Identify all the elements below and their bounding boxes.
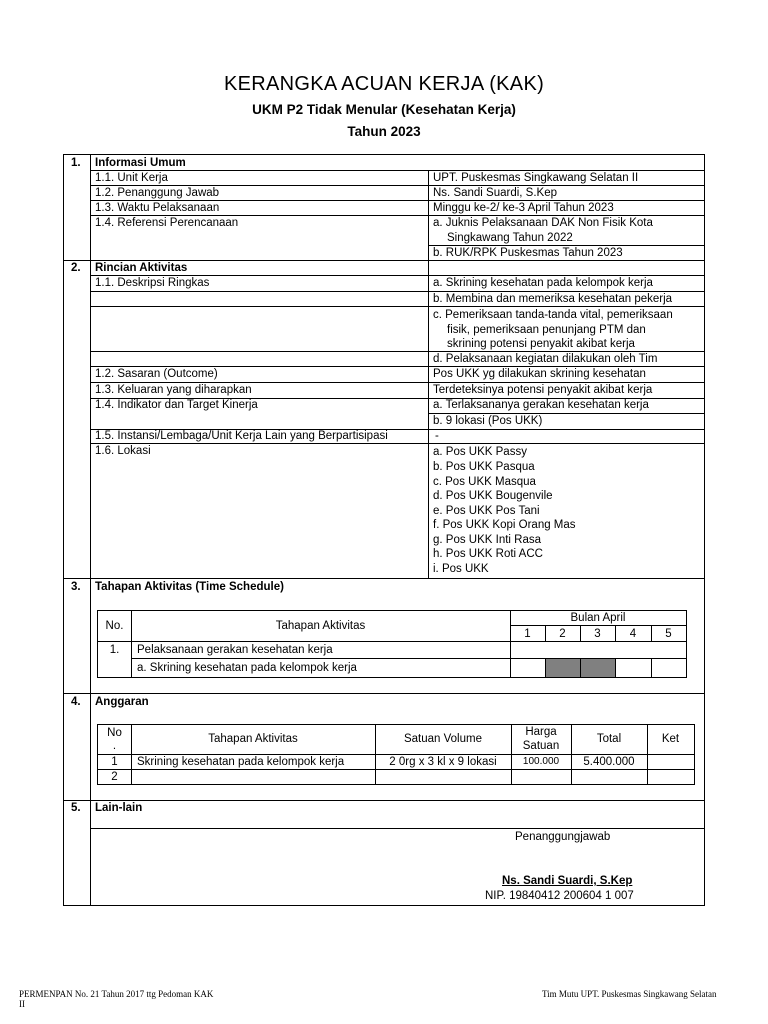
- penanggung-jawab-label: 1.2. Penanggung Jawab: [95, 187, 220, 199]
- waktu-pelaksanaan-label: 1.3. Waktu Pelaksanaan: [95, 202, 220, 214]
- penanggungjawab-label: Penanggungjawab: [515, 831, 611, 843]
- budget-col-harga-2: Satuan: [522, 740, 560, 752]
- lokasi-d: d. Pos UKK Bougenvile: [433, 490, 553, 502]
- penanggung-jawab-value: Ns. Sandi Suardi, S.Kep: [433, 187, 558, 199]
- deskripsi-c-line2: fisik, pemeriksaan penunjang PTM dan: [447, 324, 646, 336]
- schedule-week-2: 2: [559, 628, 566, 640]
- indikator-label: 1.4. Indikator dan Target Kinerja: [95, 399, 258, 411]
- budget-col-ket: Ket: [661, 733, 680, 745]
- indikator-b: b. 9 lokasi (Pos UKK): [433, 415, 543, 427]
- document-title: KERANGKA ACUAN KERJA (KAK): [223, 73, 545, 95]
- kak-table: [63, 154, 705, 906]
- deskripsi-c-line3: skrining potensi penyakit akibat kerja: [447, 338, 635, 350]
- lokasi-b: b. Pos UKK Pasqua: [433, 461, 535, 473]
- budget-col-harga-1: Harga: [525, 726, 557, 738]
- budget-col-no-dot: .: [112, 740, 117, 752]
- schedule-row-1-text: Pelaksanaan gerakan kesehatan kerja: [137, 644, 333, 656]
- section-2-number: 2.: [71, 262, 81, 274]
- schedule-col-no: No.: [105, 620, 124, 632]
- lokasi-i: i. Pos UKK: [433, 563, 489, 575]
- budget-row-1-harga: 100.000: [522, 756, 560, 767]
- section-4-title: Anggaran: [95, 696, 149, 708]
- budget-col-total: Total: [596, 733, 622, 745]
- waktu-pelaksanaan-value: Minggu ke-2/ ke-3 April Tahun 2023: [433, 202, 614, 214]
- document-year: Tahun 2023: [347, 124, 421, 139]
- budget-col-tahapan: Tahapan Aktivitas: [208, 733, 298, 745]
- referensi-value-a: a. Juknis Pelaksanaan DAK Non Fisik Kota: [433, 217, 653, 229]
- schedule-week-2-shade: [546, 659, 580, 677]
- schedule-col-tahapan: Tahapan Aktivitas: [275, 620, 366, 632]
- schedule-week-3: 3: [594, 628, 601, 640]
- referensi-value-b: b. RUK/RPK Puskesmas Tahun 2023: [433, 247, 623, 259]
- schedule-week-3-shade: [581, 659, 615, 677]
- instansi-label: 1.5. Instansi/Lembaga/Unit Kerja Lain yang Berpartisipasi: [95, 430, 388, 442]
- lokasi-h: h. Pos UKK Roti ACC: [433, 548, 543, 560]
- section-1-title: Informasi Umum: [95, 157, 186, 169]
- budget-row-2-no: 2: [111, 771, 118, 783]
- footer-left: [19, 989, 213, 1009]
- budget-row-1-no: 1: [111, 756, 118, 768]
- lokasi-a: a. Pos UKK Passy: [433, 446, 527, 458]
- sasaran-label: 1.2. Sasaran (Outcome): [95, 368, 218, 380]
- schedule-table: [97, 610, 687, 678]
- schedule-week-4: 4: [629, 628, 637, 640]
- sasaran-value: Pos UKK yg dilakukan skrining kesehatan: [433, 368, 646, 380]
- schedule-row-1-no: 1.: [109, 644, 120, 656]
- footer-left-line-2: II: [19, 999, 25, 1009]
- instansi-value: -: [435, 430, 439, 442]
- deskripsi-c: c. Pemeriksaan tanda-tanda vital, pemeriksaan: [433, 309, 673, 321]
- deskripsi-a: a. Skrining kesehatan pada kelompok kerja: [433, 277, 653, 289]
- unit-kerja-value: UPT. Puskesmas Singkawang Selatan II: [433, 172, 639, 184]
- section-3-title: Tahapan Aktivitas (Time Schedule): [95, 581, 284, 593]
- number-column-divider: [90, 155, 91, 905]
- footer-left-line-1: PERMENPAN No. 21 Tahun 2017 ttg Pedoman KAK: [19, 989, 214, 999]
- budget-row-1-total: 5.400.000: [583, 756, 635, 768]
- section-5-number: 5.: [71, 802, 81, 814]
- section-4-number: 4.: [71, 696, 81, 708]
- budget-row-1-satuan: 2 0rg x 3 kl x 9 lokasi: [389, 756, 497, 768]
- referensi-label: 1.4. Referensi Perencanaan: [95, 217, 239, 229]
- indikator-a: a. Terlaksananya gerakan kesehatan kerja: [433, 399, 649, 411]
- budget-col-satuan: Satuan Volume: [403, 733, 482, 745]
- deskripsi-label: 1.1. Deskripsi Ringkas: [95, 277, 210, 289]
- referensi-value-a-cont: Singkawang Tahun 2022: [447, 232, 573, 244]
- keluaran-label: 1.3. Keluaran yang diharapkan: [95, 384, 252, 396]
- schedule-row-2-text: a. Skrining kesehatan pada kelompok kerja: [137, 662, 357, 674]
- penanggungjawab-name: Ns. Sandi Suardi, S.Kep: [502, 875, 633, 887]
- lokasi-label: 1.6. Lokasi: [95, 445, 151, 457]
- deskripsi-d: d. Pelaksanaan kegiatan dilakukan oleh Tim: [433, 353, 658, 365]
- budget-table: [97, 724, 695, 785]
- schedule-col-bulan: Bulan April: [570, 612, 626, 624]
- budget-col-no: No: [107, 727, 122, 739]
- section-1-number: 1.: [71, 157, 81, 169]
- lokasi-c: c. Pos UKK Masqua: [433, 476, 536, 488]
- section-3-number: 3.: [71, 581, 81, 593]
- schedule-week-5: 5: [665, 628, 672, 640]
- unit-kerja-label: 1.1. Unit Kerja: [95, 172, 168, 184]
- lokasi-f: f. Pos UKK Kopi Orang Mas: [433, 519, 576, 531]
- lokasi-g: g. Pos UKK Inti Rasa: [433, 534, 542, 546]
- section-2-title: Rincian Aktivitas: [95, 262, 188, 274]
- deskripsi-b: b. Membina dan memeriksa kesehatan pekerja: [433, 293, 673, 305]
- schedule-week-1: 1: [524, 628, 531, 640]
- footer-right: Tim Mutu UPT. Puskesmas Singkawang Selatan: [542, 989, 717, 999]
- budget-row-1-tahapan: Skrining kesehatan pada kelompok kerja: [137, 756, 345, 768]
- value-column-divider: [428, 170, 429, 578]
- keluaran-value: Terdeteksinya potensi penyakit akibat kerja: [433, 384, 653, 396]
- section-5-title: Lain-lain: [95, 802, 143, 814]
- lokasi-e: e. Pos UKK Pos Tani: [433, 505, 540, 517]
- penanggungjawab-nip: NIP. 19840412 200604 1 007: [485, 890, 634, 902]
- document-subtitle: UKM P2 Tidak Menular (Kesehatan Kerja): [252, 102, 516, 117]
